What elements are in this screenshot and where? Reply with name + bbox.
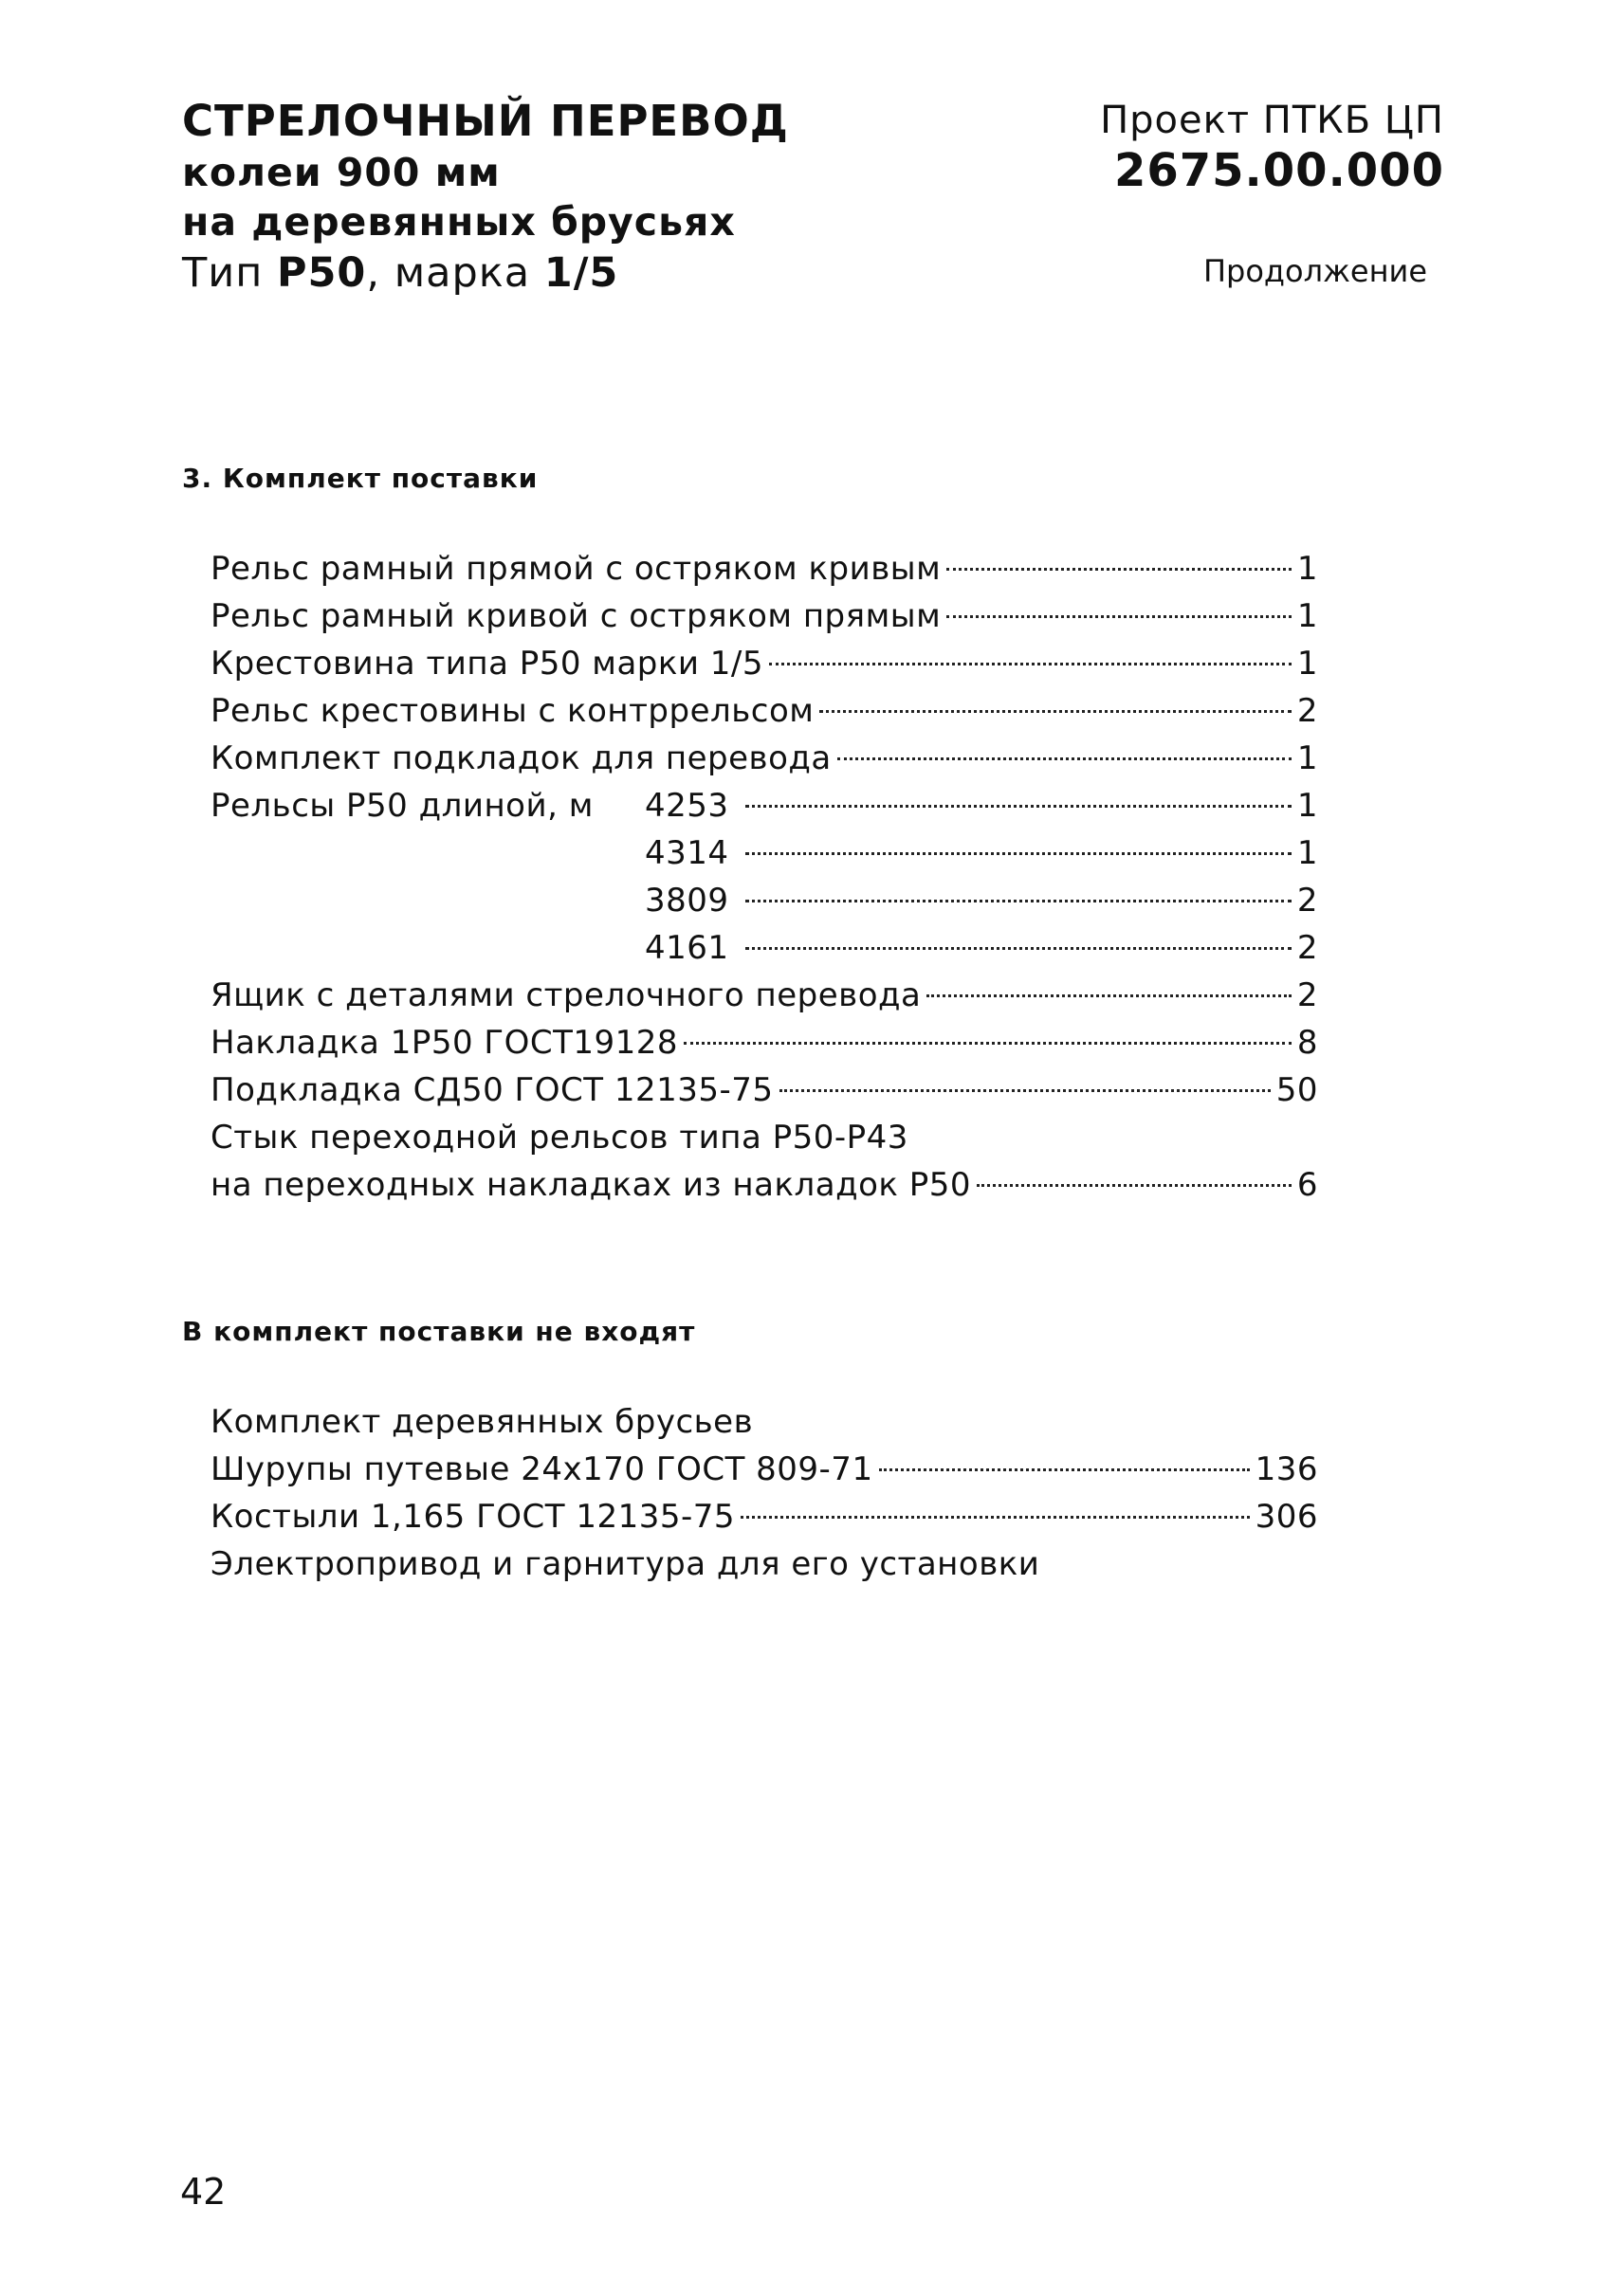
item-quantity: 6 (1296, 1166, 1318, 1204)
grade-prefix: , марка (366, 249, 544, 297)
list-item (211, 1446, 1318, 1493)
item-label: Шурупы путевые 24х170 ГОСТ 809-71 (211, 1450, 873, 1488)
list-item (211, 1493, 1318, 1540)
item-quantity: 1 (1296, 834, 1318, 872)
rail-length-row (211, 782, 1318, 829)
item-label: Стык переходной рельсов типа Р50-Р43 (211, 1119, 908, 1157)
item-label: Накладка 1Р50 ГОСТ19128 (211, 1024, 679, 1062)
list-item (211, 640, 1318, 687)
item-label: Рельс крестовины с контррельсом (211, 692, 815, 730)
leader-dots (819, 710, 1291, 713)
leader-dots (741, 1516, 1250, 1519)
leader-dots (745, 805, 1292, 808)
rail-length: 3809 (645, 882, 729, 920)
project-label: Проект ПТКБ ЦП (1100, 99, 1444, 142)
leader-dots (779, 1089, 1271, 1092)
list-item (211, 1019, 1318, 1066)
section-delivery-set-title: 3. Комплект поставки (182, 463, 539, 494)
list-item (211, 972, 1318, 1019)
list-item (211, 687, 1318, 735)
delivery-set-list (211, 545, 1318, 1209)
leader-dots (769, 663, 1292, 665)
item-quantity: 1 (1296, 597, 1318, 635)
item-quantity: 136 (1255, 1450, 1318, 1488)
item-label: Рельс рамный кривой с остряком прямым (211, 597, 942, 635)
document-title (182, 95, 865, 300)
item-quantity: 2 (1296, 692, 1318, 730)
title-line-2: колеи 900 мм (182, 150, 501, 195)
rails-label: Рельсы Р50 длиной, м (211, 787, 594, 825)
list-item (211, 1540, 1318, 1588)
leader-dots (745, 852, 1292, 855)
rail-length-row (211, 877, 1318, 924)
list-item (211, 1398, 1318, 1446)
rail-type: Р50 (277, 249, 367, 297)
grade-value: 1/5 (543, 249, 619, 297)
not-included-list (211, 1398, 1318, 1588)
continuation-label: Продолжение (1202, 253, 1427, 289)
item-label: Рельс рамный прямой с остряком кривым (211, 550, 942, 588)
leader-dots (946, 615, 1292, 618)
list-item (211, 735, 1318, 782)
rail-length-row (211, 829, 1318, 877)
list-item (211, 1114, 1318, 1161)
title-line-1: СТРЕЛОЧНЫЙ ПЕРЕВОД (182, 96, 789, 146)
title-line-3: на деревянных брусьях (182, 199, 736, 245)
list-item (211, 545, 1318, 592)
rail-length-row (211, 924, 1318, 972)
item-quantity: 1 (1296, 739, 1318, 777)
item-quantity: 1 (1296, 787, 1318, 825)
list-item (211, 592, 1318, 640)
type-prefix: Тип (182, 249, 277, 297)
item-quantity: 2 (1296, 976, 1318, 1014)
item-quantity: 2 (1296, 929, 1318, 967)
item-quantity: 1 (1296, 645, 1318, 683)
item-label: Костыли 1,165 ГОСТ 12135-75 (211, 1498, 736, 1536)
list-item (211, 1066, 1318, 1114)
item-label: Подкладка СД50 ГОСТ 12135-75 (211, 1071, 774, 1109)
item-label: Ящик с деталями стрелочного перевода (211, 976, 922, 1014)
section-not-included-title: В комплект поставки не входят (182, 1316, 696, 1347)
list-item (211, 1161, 1318, 1209)
leader-dots (946, 568, 1292, 571)
item-label: Комплект деревянных брусьев (211, 1403, 754, 1441)
leader-dots (977, 1184, 1292, 1187)
leader-dots (879, 1468, 1250, 1471)
item-quantity: 306 (1255, 1498, 1318, 1536)
item-quantity: 2 (1296, 882, 1318, 920)
leader-dots (926, 994, 1292, 997)
item-label: Крестовина типа Р50 марки 1/5 (211, 645, 764, 683)
rail-length: 4314 (645, 834, 729, 872)
item-label: Комплект подкладок для перевода (211, 739, 832, 777)
item-label: на переходных накладках из накладок Р50 (211, 1166, 971, 1204)
item-label: Электропривод и гарнитура для его установки (211, 1545, 1040, 1583)
project-code: 2675.00.000 (1113, 144, 1444, 197)
title-line-4 (182, 246, 865, 300)
rail-length: 4161 (645, 929, 729, 967)
project-info (970, 97, 1444, 290)
leader-dots (837, 757, 1292, 760)
leader-dots (745, 900, 1292, 902)
leader-dots (745, 947, 1292, 950)
leader-dots (684, 1042, 1292, 1045)
item-quantity: 8 (1296, 1024, 1318, 1062)
item-quantity: 1 (1296, 550, 1318, 588)
page-number: 42 (180, 2171, 227, 2213)
rail-length: 4253 (645, 787, 729, 825)
item-quantity: 50 (1275, 1071, 1318, 1109)
